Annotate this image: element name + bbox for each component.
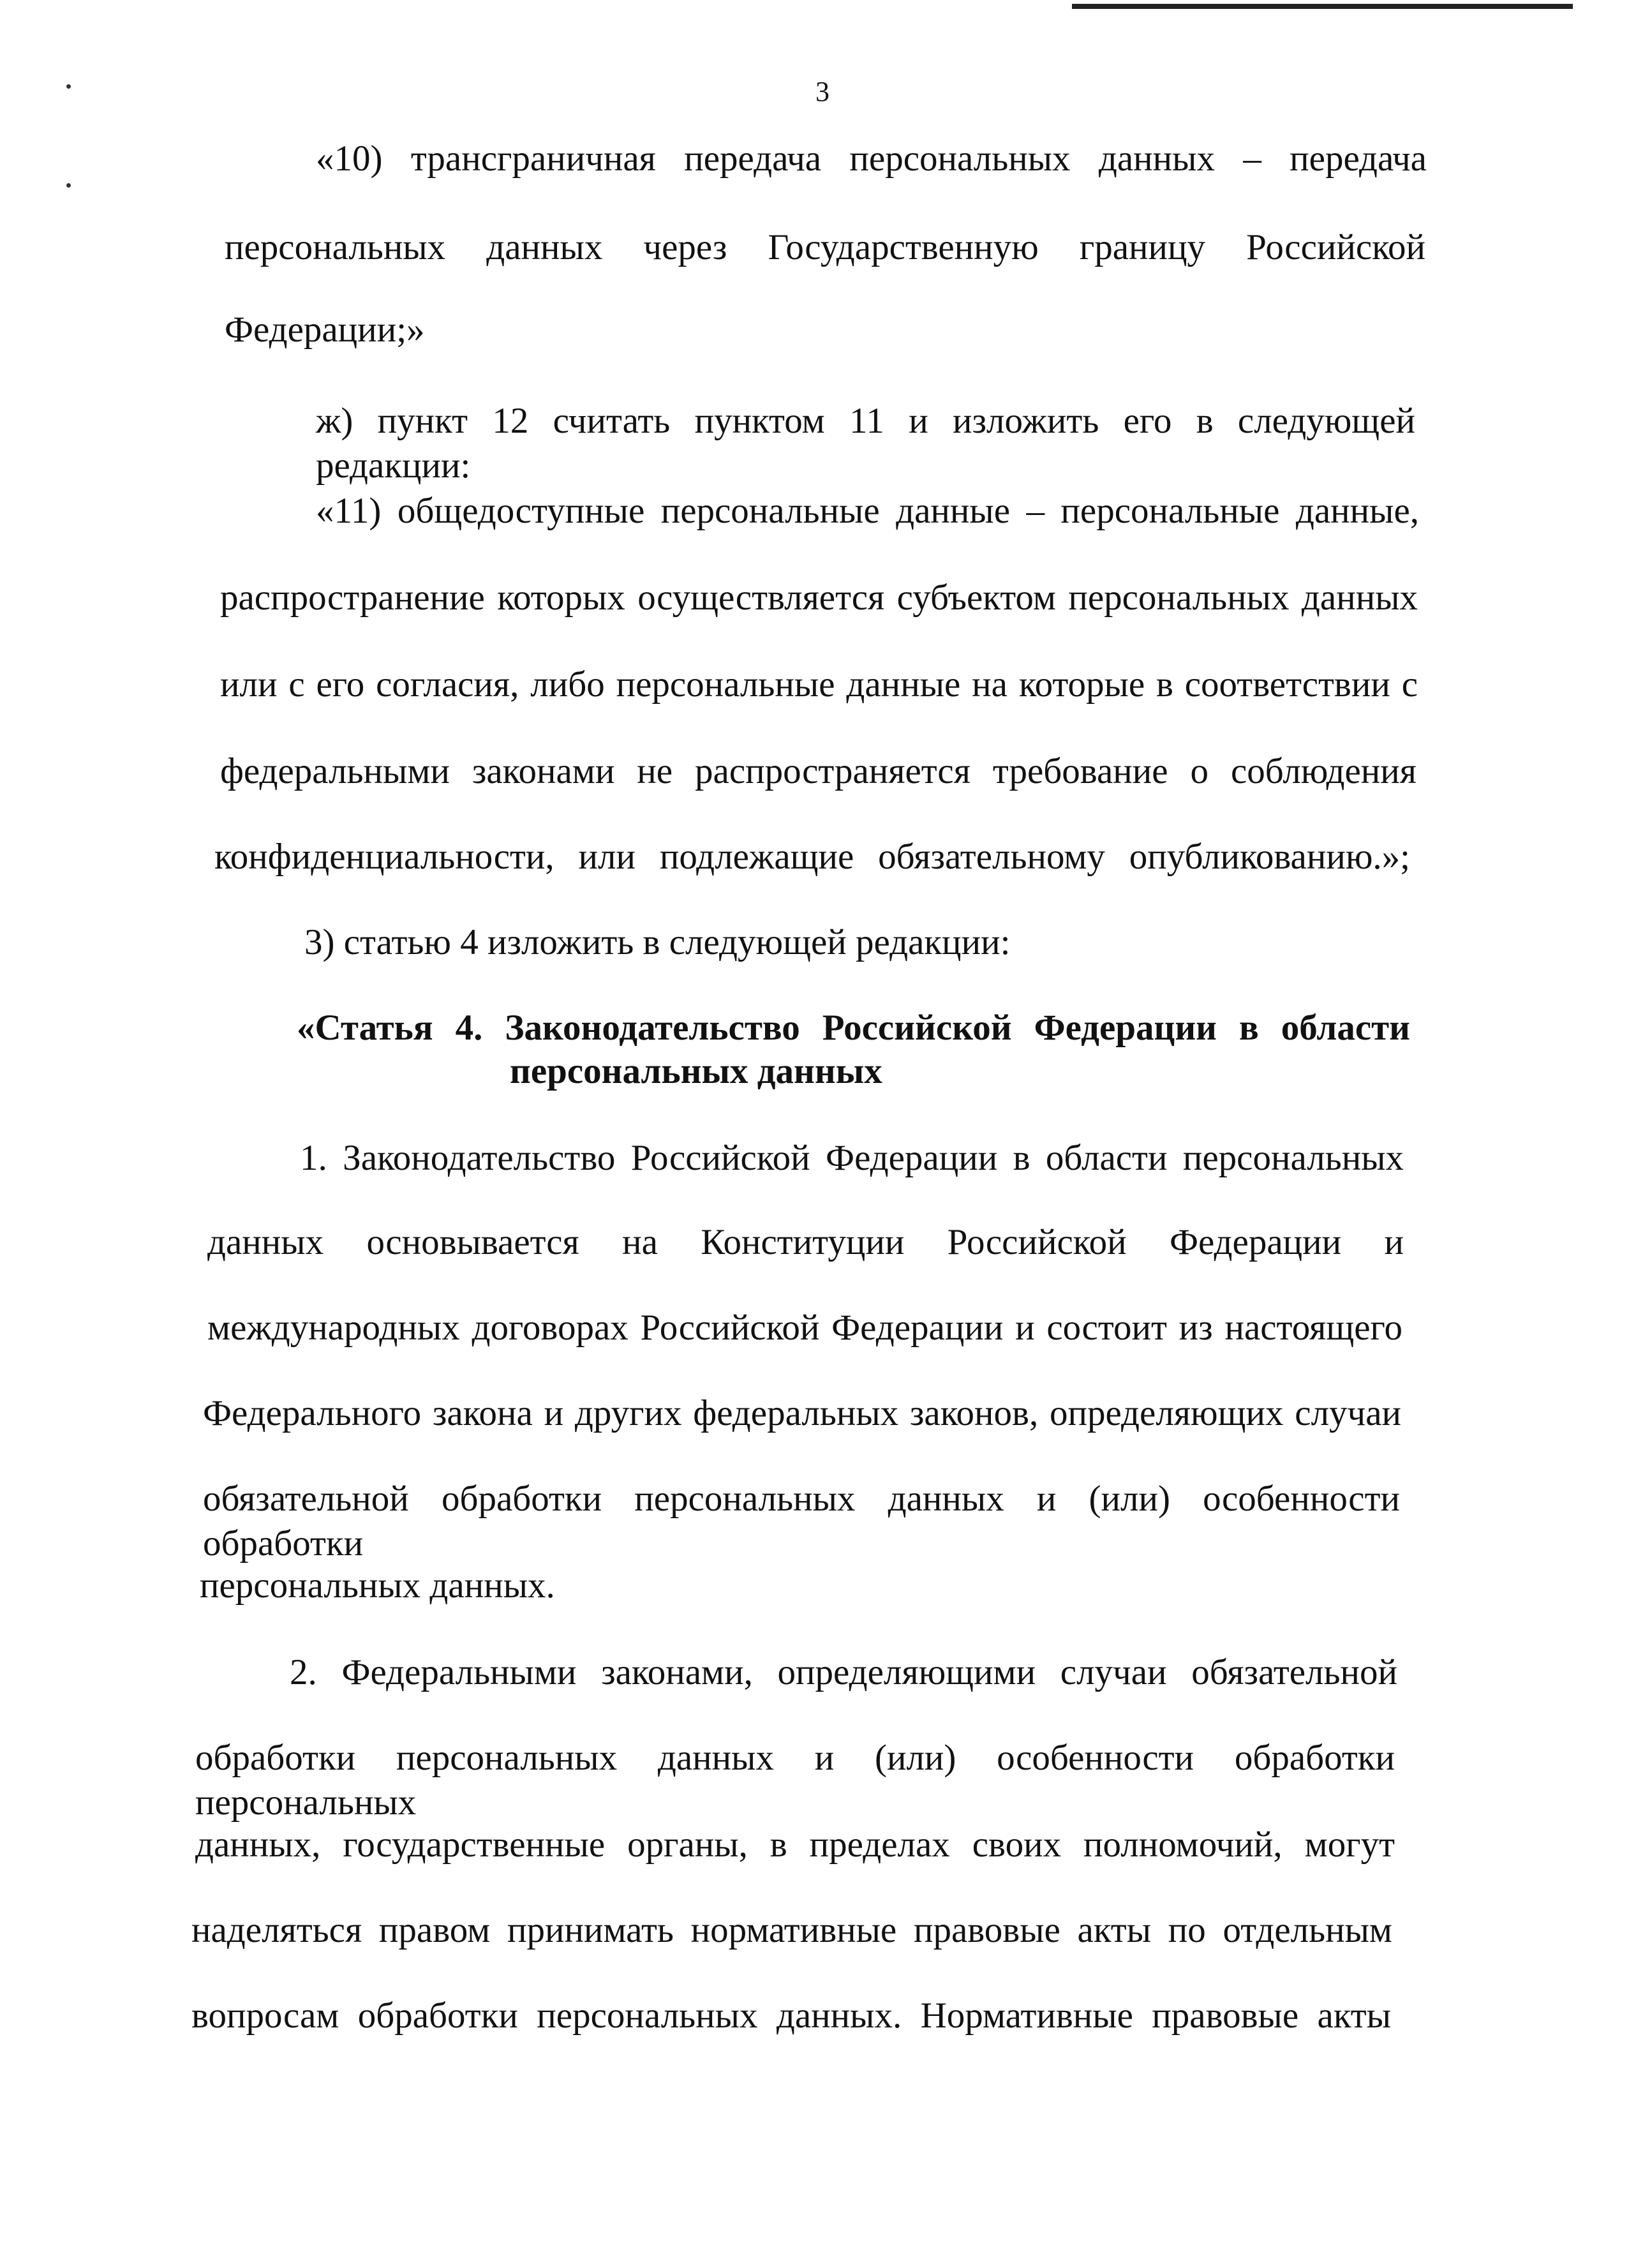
text-line: федеральными законами не распространяется требование о соблюдения [220, 751, 1417, 791]
text-line: или с его согласия, либо персональные данные на которые в соответствии с [220, 664, 1418, 705]
text-line: Федерального закона и других федеральных законов, определяющих случаи [203, 1393, 1401, 1433]
text-line: данных, государственные органы, в пределах своих полномочий, могут [195, 1824, 1395, 1865]
text-line: данных основывается на Конституции Российской Федерации и [207, 1222, 1404, 1262]
text-line: обработки персональных данных и (или) особенности обработки персональных [195, 1738, 1395, 1823]
text-line: 2. Федеральными законами, определяющими случаи обязательной [290, 1652, 1397, 1692]
text-line: 1. Законодательство Российской Федерации в области персональных [300, 1138, 1404, 1178]
text-line: вопросам обработки персональных данных. Нормативные правовые акты [191, 1996, 1391, 2036]
text-line: Федерации;» [225, 310, 425, 350]
text-line: «11) общедоступные персональные данные – персональные данные, [316, 491, 1419, 531]
text-line: персональных данных. [200, 1565, 555, 1606]
scan-speck [66, 84, 71, 89]
text-line: «10) трансграничная передача персональных данных – передача [316, 138, 1427, 179]
article-heading-line: «Статья 4. Законодательство Российской Федерации в области [297, 1008, 1410, 1048]
text-line: 3) статью 4 изложить в следующей редакции: [304, 922, 1011, 962]
text-line: конфиденциальности, или подлежащие обязательному опубликованию.»; [214, 837, 1410, 877]
scan-edge-line [1072, 4, 1573, 9]
article-heading-line: персональных данных [510, 1051, 882, 1091]
text-line: международных договорах Российской Федерации и состоит из настоящего [207, 1308, 1402, 1348]
text-line: наделяться правом принимать нормативные правовые акты по отдельным [191, 1910, 1392, 1950]
scan-speck [66, 183, 71, 188]
page-number: 3 [815, 76, 829, 107]
text-line: обязательной обработки персональных данных и (или) особенности обработки [203, 1479, 1400, 1563]
text-line: ж) пункт 12 считать пунктом 11 и изложить его в следующей редакции: [316, 401, 1415, 486]
text-line: персональных данных через Государственную границу Российской [225, 227, 1425, 267]
text-line: распространение которых осуществляется субъектом персональных данных [220, 578, 1418, 618]
